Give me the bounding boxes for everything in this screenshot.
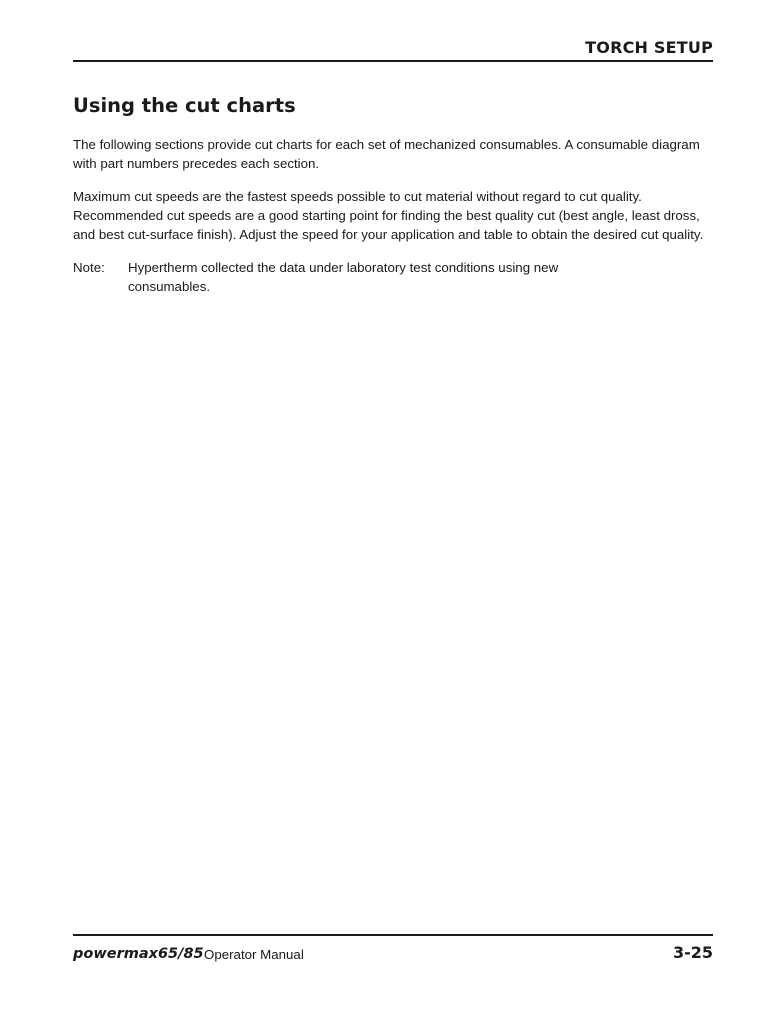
page-footer <box>73 934 713 970</box>
brand-logo-text: powermax65/85 <box>73 946 204 962</box>
manual-name: Operator Manual <box>204 947 304 962</box>
paragraph-cut-speeds: Maximum cut speeds are the fastest speeds possible to cut material without regard to cut quality. Recommended cut speeds are a good starting point for finding the best quality cut (best angle, least dross, and best cut-surface finish). Adjust the speed for your application and table to obtain the desired cut quality. <box>73 189 704 242</box>
section-title: TORCH SETUP <box>585 38 713 57</box>
note <box>73 258 713 296</box>
page-content <box>73 93 713 296</box>
paragraph-intro: The following sections provide cut charts for each set of mechanized consumables. A consumable diagram with part numbers precedes each section. <box>73 137 700 171</box>
page-header <box>73 38 713 62</box>
page-heading: Using the cut charts <box>73 94 296 117</box>
page-number: 3-25 <box>672 943 713 962</box>
note-label: Note: <box>73 260 105 275</box>
note-text: Hypertherm collected the data under laboratory test conditions using new consumables. <box>128 260 559 294</box>
